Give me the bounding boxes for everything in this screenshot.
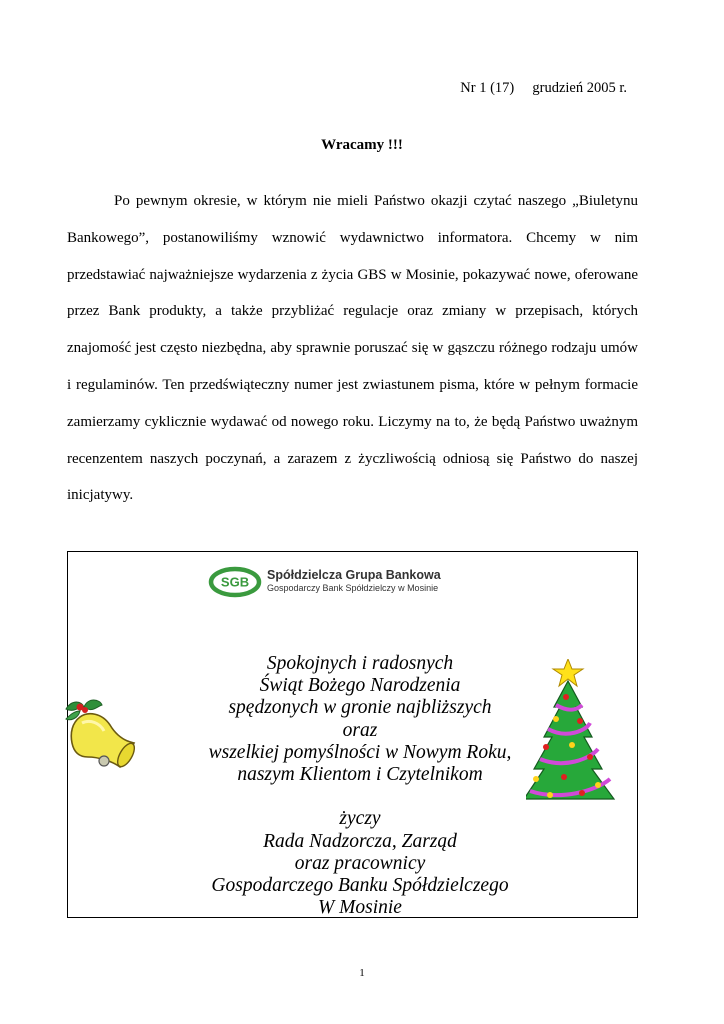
- article-body: Po pewnym okresie, w którym nie mieli Państwo okazji czytać naszego „Biuletynu Bankowego”, postanowiliśmy wznowić wydawnictwo informatora. Chcemy w nim przedstawiać najważniejsze wydarzenia z życia GBS w Mosinie, pokazywać nowe, oferowane przez Bank produkty, a także przybliżać regulacje oraz zmiany w przepisach, których znajomość jest często niezbędna, aby sprawnie poruszać się w gąszczu różnego rodzaju umów i regulaminów. Ten przedświąteczny numer jest zwiastunem pisma, które w pełnym formacie zamierzamy cyklicznie wydawać od nowego roku. Liczymy na to, że będą Państwo uważnym recenzentem naszych poczynań, a zarazem z życzliwością odniosą się Państwo do naszej inicjatywy.: [67, 193, 638, 504]
- christmas-bell-icon: [58, 693, 140, 775]
- wish-line: wszelkiej pomyślności w Nowym Roku,: [208, 741, 512, 763]
- signature-line: Gospodarczego Banku Spółdzielczego: [211, 875, 509, 897]
- signature-line: życzy: [339, 808, 381, 830]
- article-title: Wracamy !!!: [321, 137, 403, 153]
- issue-date: grudzień 2005 r.: [532, 80, 627, 96]
- christmas-tree-icon: [526, 659, 626, 809]
- wish-line: naszym Klientom i Czytelnikom: [237, 764, 483, 786]
- sgb-logo-mark: [208, 565, 262, 599]
- issue-header: [460, 80, 627, 97]
- wish-spacer: [160, 786, 560, 808]
- sgb-logo-mark-text: SGB: [220, 574, 250, 590]
- bank-branch-name: Gospodarczy Bank Spółdzielczy w Mosinie: [267, 583, 439, 593]
- wish-line: Świąt Bożego Narodzenia: [259, 675, 461, 697]
- greeting-wishes: [160, 653, 560, 919]
- wish-line: oraz: [342, 719, 378, 741]
- issue-number: Nr 1 (17): [460, 80, 515, 96]
- sgb-logo: [208, 565, 468, 599]
- signature-line: oraz pracownicy: [294, 852, 426, 874]
- wish-line: spędzonych w gronie najbliższych: [228, 697, 492, 719]
- page-number: 1: [359, 967, 365, 979]
- signature-line: Rada Nadzorcza, Zarząd: [263, 830, 457, 852]
- signature-line: W Mosinie: [318, 897, 402, 919]
- bank-group-name: Spółdzielcza Grupa Bankowa: [267, 568, 441, 582]
- wish-line: Spokojnych i radosnych: [266, 653, 454, 674]
